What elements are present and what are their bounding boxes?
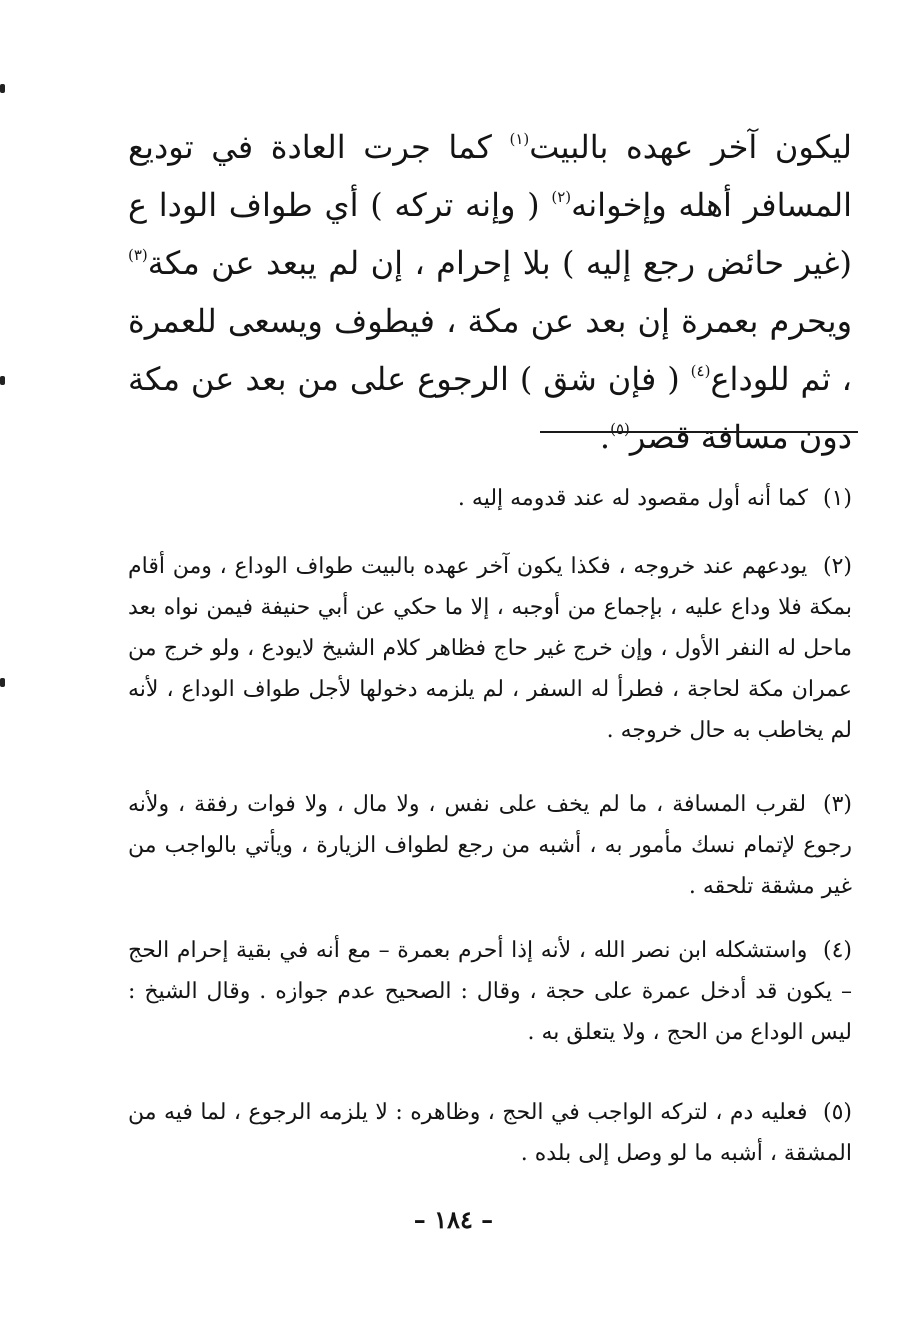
footnote-ref: (٤) xyxy=(690,362,711,380)
footnote-text: واستشكله ابن نصر الله ، لأنه إذا أحرم بعمرة – مع أنه في بقية إحرام الحج – يكون قد أدخل عمرة على حجة ، وقال : الصحيح عدم جوازه . وقال الشيخ : ليس الوداع من الحج ، ولا يتعلق به . xyxy=(128,938,852,1045)
footnote-text: كما أنه أول مقصود له عند قدومه إليه . xyxy=(457,486,808,511)
footnote-number: (٤) xyxy=(822,938,852,963)
footnote-5 xyxy=(128,1092,852,1174)
footnote-number: (٥) xyxy=(822,1100,852,1125)
margin-mark xyxy=(0,376,5,385)
main-text-line: كما جرت العادة في توديع xyxy=(128,128,492,166)
main-text-line: المسافر أهله وإخوانه xyxy=(571,186,853,224)
footnote-text: لقرب المسافة ، ما لم يخف على نفس ، ولا مال ، ولا فوات رفقة ، ولأنه رجوع لإتمام نسك مأمور به ، أشبه من رجع لطواف الزيارة ، ويأتي بالواجب من غير مشقة تلحقه . xyxy=(128,792,852,899)
main-text-line: ليكون آخر عهده بالبيت xyxy=(529,128,852,166)
footnote-separator xyxy=(540,431,858,433)
footnote-1 xyxy=(128,478,852,519)
footnote-4 xyxy=(128,930,852,1053)
footnote-2 xyxy=(128,546,852,751)
main-text-line: حائض رجع إليه ) بلا إحرام ، إن لم يبعد عن مكة xyxy=(147,244,785,282)
footnote-number: (٢) xyxy=(822,554,852,579)
footnote-3 xyxy=(128,784,852,907)
main-text-line: بعمرة إن بعد عن مكة ، فيطوف ويسعى للعمرة ، ثم للوداع xyxy=(128,302,852,398)
margin-mark xyxy=(0,678,5,687)
main-text-line: ( وإنه تركه ) أي طواف الودا ع (غير xyxy=(128,186,853,282)
footnote-ref: (١) xyxy=(509,130,530,148)
footnote-ref: (٣) xyxy=(128,246,148,264)
footnote-text: فعليه دم ، لتركه الواجب في الحج ، وظاهره : لا يلزمه الرجوع ، لما فيه من المشقة ، أشبه ما لو وصل إلى بلده . xyxy=(128,1100,852,1166)
footnote-number: (٣) xyxy=(822,792,852,817)
margin-mark xyxy=(0,84,5,93)
main-text-line: ( فإن شق ) الرجوع على من بعد عن مكة دون مسافة قصر xyxy=(128,360,852,456)
footnote-ref: (٥) xyxy=(610,420,630,438)
footnote-number: (١) xyxy=(822,486,852,511)
footnote-text: يودعهم عند خروجه ، فكذا يكون آخر عهده بالبيت طواف الوداع ، ومن أقام بمكة فلا وداع عليه ، بإجماع من أوجبه ، إلا ما حكي عن أبي حنيفة فيمن نواه بعد ماحل له النفر الأول ، وإن خرج غير حاج فظاهر كلام الشيخ لايودع ، ولو خرج من عمران مكة لحاجة ، فطرأ له السفر ، لم يلزمه دخولها لأجل طواف الوداع ، لأنه لم يخاطب به حال خروجه . xyxy=(128,554,852,743)
main-text-line: ويحرم xyxy=(769,302,853,340)
main-text xyxy=(128,118,852,466)
main-text-line: . xyxy=(599,418,611,456)
page-number: – ١٨٤ – xyxy=(413,1205,494,1234)
footnote-ref: (٢) xyxy=(551,188,572,206)
